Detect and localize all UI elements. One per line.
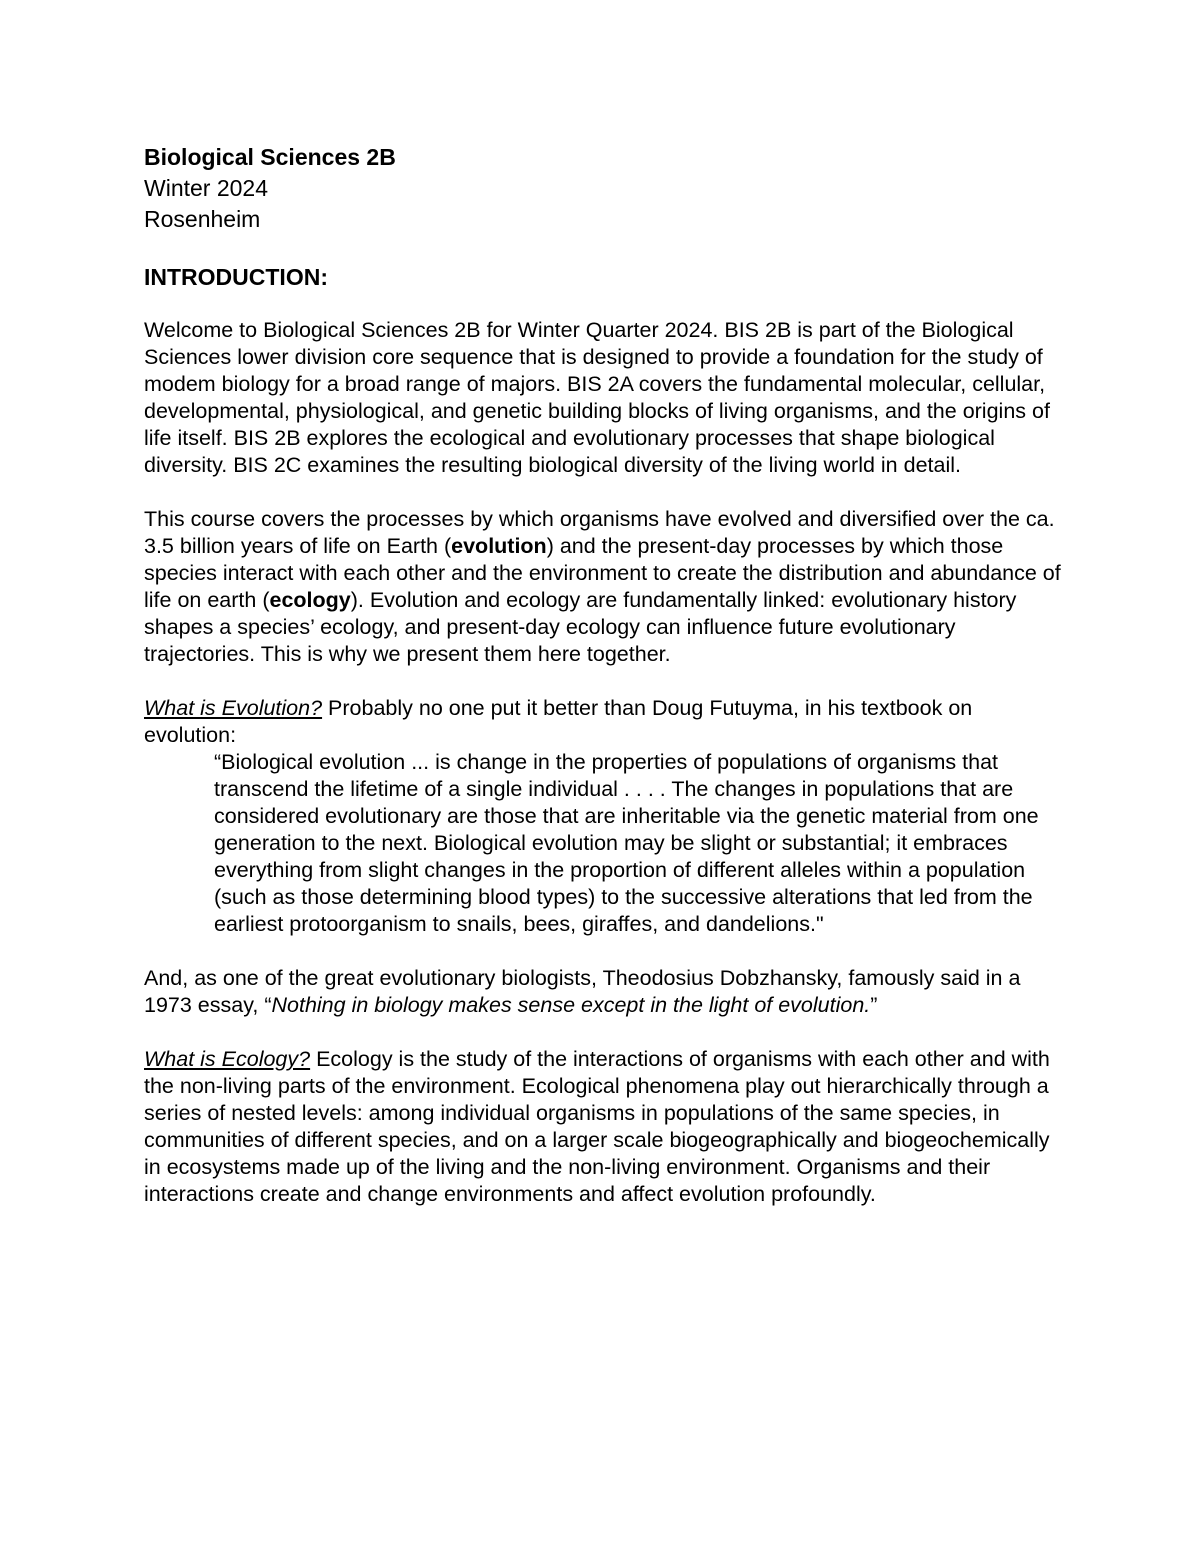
dobzhansky-paragraph (144, 965, 1064, 1019)
course-title: Biological Sciences 2B (144, 144, 396, 170)
ecology-term: ecology (269, 588, 351, 612)
document-page (144, 142, 1064, 1235)
dobzhansky-text-b: ” (870, 993, 878, 1017)
intro-p2-text-c: ) and the present-day processes by which those species interact with each other and the environment to create the distribution and abundance of life on earth ( (144, 534, 1061, 612)
ecology-question: What is Ecology? (144, 1047, 311, 1071)
course-instructor: Rosenheim (144, 206, 261, 232)
intro-paragraph-2 (144, 506, 1064, 668)
course-term: Winter 2024 (144, 175, 269, 201)
evolution-term: evolution (451, 534, 547, 558)
intro-p2-text-e: ). Evolution and ecology are fundamentally linked: evolutionary history shapes a species’ ecology, and present-day ecology can influence future evolutionary trajectories. This is why we present them here together. (144, 588, 1017, 666)
document-header (144, 142, 1064, 235)
intro-p2-text-a: This course covers the processes by which organisms have evolved and diversified over the ca. 3.5 billion years of life on Earth ( (144, 507, 1055, 558)
intro-paragraph-1: Welcome to Biological Sciences 2B for Winter Quarter 2024. BIS 2B is part of the Biological Sciences lower division core sequence that is designed to provide a foundation for the study of modem biology for a broad range of majors. BIS 2A covers the fundamental molecular, cellular, developmental, physiological, and genetic building blocks of living organisms, and the origins of life itself. BIS 2B explores the ecological and evolutionary processes that shape biological diversity. BIS 2C examines the resulting biological diversity of the living world in detail. (144, 318, 1050, 477)
evolution-intro-paragraph (144, 695, 1064, 749)
ecology-body: Ecology is the study of the interactions of organisms with each other and with the non-living parts of the environment. Ecological phenomena play out hierarchically through a series of nested levels: among individual organisms in populations of the same species, in communities of different species, and on a larger scale biogeographically and biogeochemically in ecosystems made up of the living and the non-living environment. Organisms and their interactions create and change environments and affect evolution profoundly. (144, 1047, 1050, 1206)
dobzhansky-quote: Nothing in biology makes sense except in the light of evolution. (271, 993, 871, 1017)
evolution-question: What is Evolution? (144, 696, 323, 720)
ecology-paragraph (144, 1046, 1064, 1208)
introduction-heading: INTRODUCTION: (144, 264, 328, 290)
futuyma-quote: “Biological evolution ... is change in the properties of populations of organisms that transcend the lifetime of a single individual . . . . The changes in populations that are considered evolutionary are those that are inheritable via the genetic material from one generation to the next. Biological evolution may be slight or substantial; it embraces everything from slight changes in the proportion of different alleles within a population (such as those determining blood types) to the successive alterations that led from the earliest protoorganism to snails, bees, giraffes, and dandelions." (214, 750, 1039, 936)
dobzhansky-text-a: And, as one of the great evolutionary biologists, Theodosius Dobzhansky, famously said in a 1973 essay, “ (144, 966, 1021, 1017)
evolution-lead: Probably no one put it better than Doug Futuyma, in his textbook on evolution: (144, 696, 973, 747)
